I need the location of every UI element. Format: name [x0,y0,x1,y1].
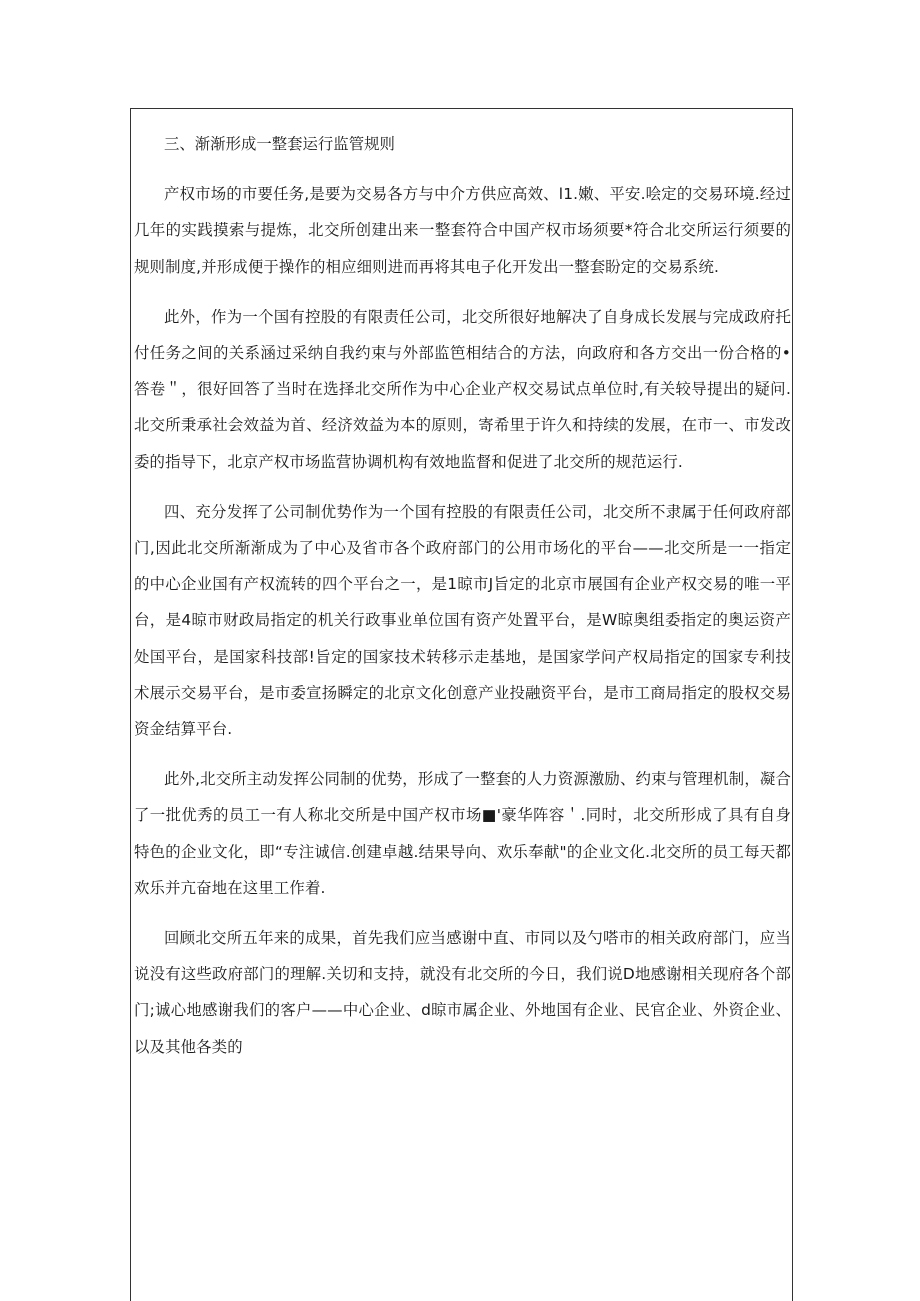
document-body [134,126,791,1065]
section-heading: 三、渐渐形成一整套运行监管规则 [164,135,395,153]
paragraph-company-system-advantages: 四、充分发挥了公司制优势作为一个国有控股的有限责任公司，北交所不隶属于任何政府部门,因此北交所渐渐成为了中心及省市各个政府部门的公用市场化的平台——北交所是一一指定的中心企业国有产权流转的四个平台之一，是1晾市J旨定的北京市展国有企业产权交易的唯一平台，是4晾市财政局指定的机关行政事业单位国有资产处置平台，是W晾奥组委指定的奥运资产处国平台，是国家科技部!旨定的国家技术转移示走基地，是国家学问产权局指定的国家专利技术展示交易平台，是市委宣扬瞬定的北京文化创意产业投融资平台，是市工商局指定的股权交易资金结算平台. [134,502,791,739]
paragraph-gap [134,747,791,761]
paragraph-gap [134,162,791,176]
paragraph-gap [134,480,791,494]
paragraph-staff-culture: 此外,北交所主动发挥公同制的优势，形成了一整套的人力资源激励、约束与管理机制，凝合了一批优秀的员工一有人称北交所是中国产权市场■'豪华阵容＇.同时，北交所形成了具有自身特色的企业文化，即“专注诚信.创建卓越.结果导向、欢乐奉献"的企业文化.北交所的员工每天都欢乐并亢奋地在这里工作着. [134,770,791,897]
paragraph-review-thanks: 回顾北交所五年来的成果，首先我们应当感谢中直、市同以及勺嗒市的相关政府部门，应当说没有这些政府部门的理解.关切和支持，就没有北交所的今日，我们说D地感谢相关现府各个部门;诚心地感谢我们的客户——中心企业、d晾市属企业、外地国有企业、民官企业、外资企业、以及其他各类的 [134,929,791,1056]
paragraph-gap [134,906,791,920]
paragraph-market-tasks: 产权市场的市要任务,是要为交易各方与中介方供应高效、l1.嫩、平安.哙定的交易环境.经过几年的实践摸索与提炼，北交所创建出来一整套符合中国产权市场须要*符合北交所运行须要的规则制度,并形成便于操作的相应细则进而再将其电子化开发出一整套盼定的交易系统. [134,185,791,276]
paragraph-gap [134,285,791,299]
paragraph-company-responsibility: 此外，作为一个国有控股的有限责任公司，北交所很好地解决了自身成长发展与完成政府托付任务之间的关系涵过采纳自我约束与外部监笆相结合的方法，向政府和各方交出一份合格的•答卷＂，很好回答了当时在选择北交所作为中心企业产权交易试点单位时,有关较导提出的疑问.北交所秉承社会效益为首、经济效益为本的原则，寄希里于许久和持续的发展，在市一、市发改委的指导下，北京产权市场监营协调机构有效地监督和促进了北交所的规范运行. [134,307,791,471]
